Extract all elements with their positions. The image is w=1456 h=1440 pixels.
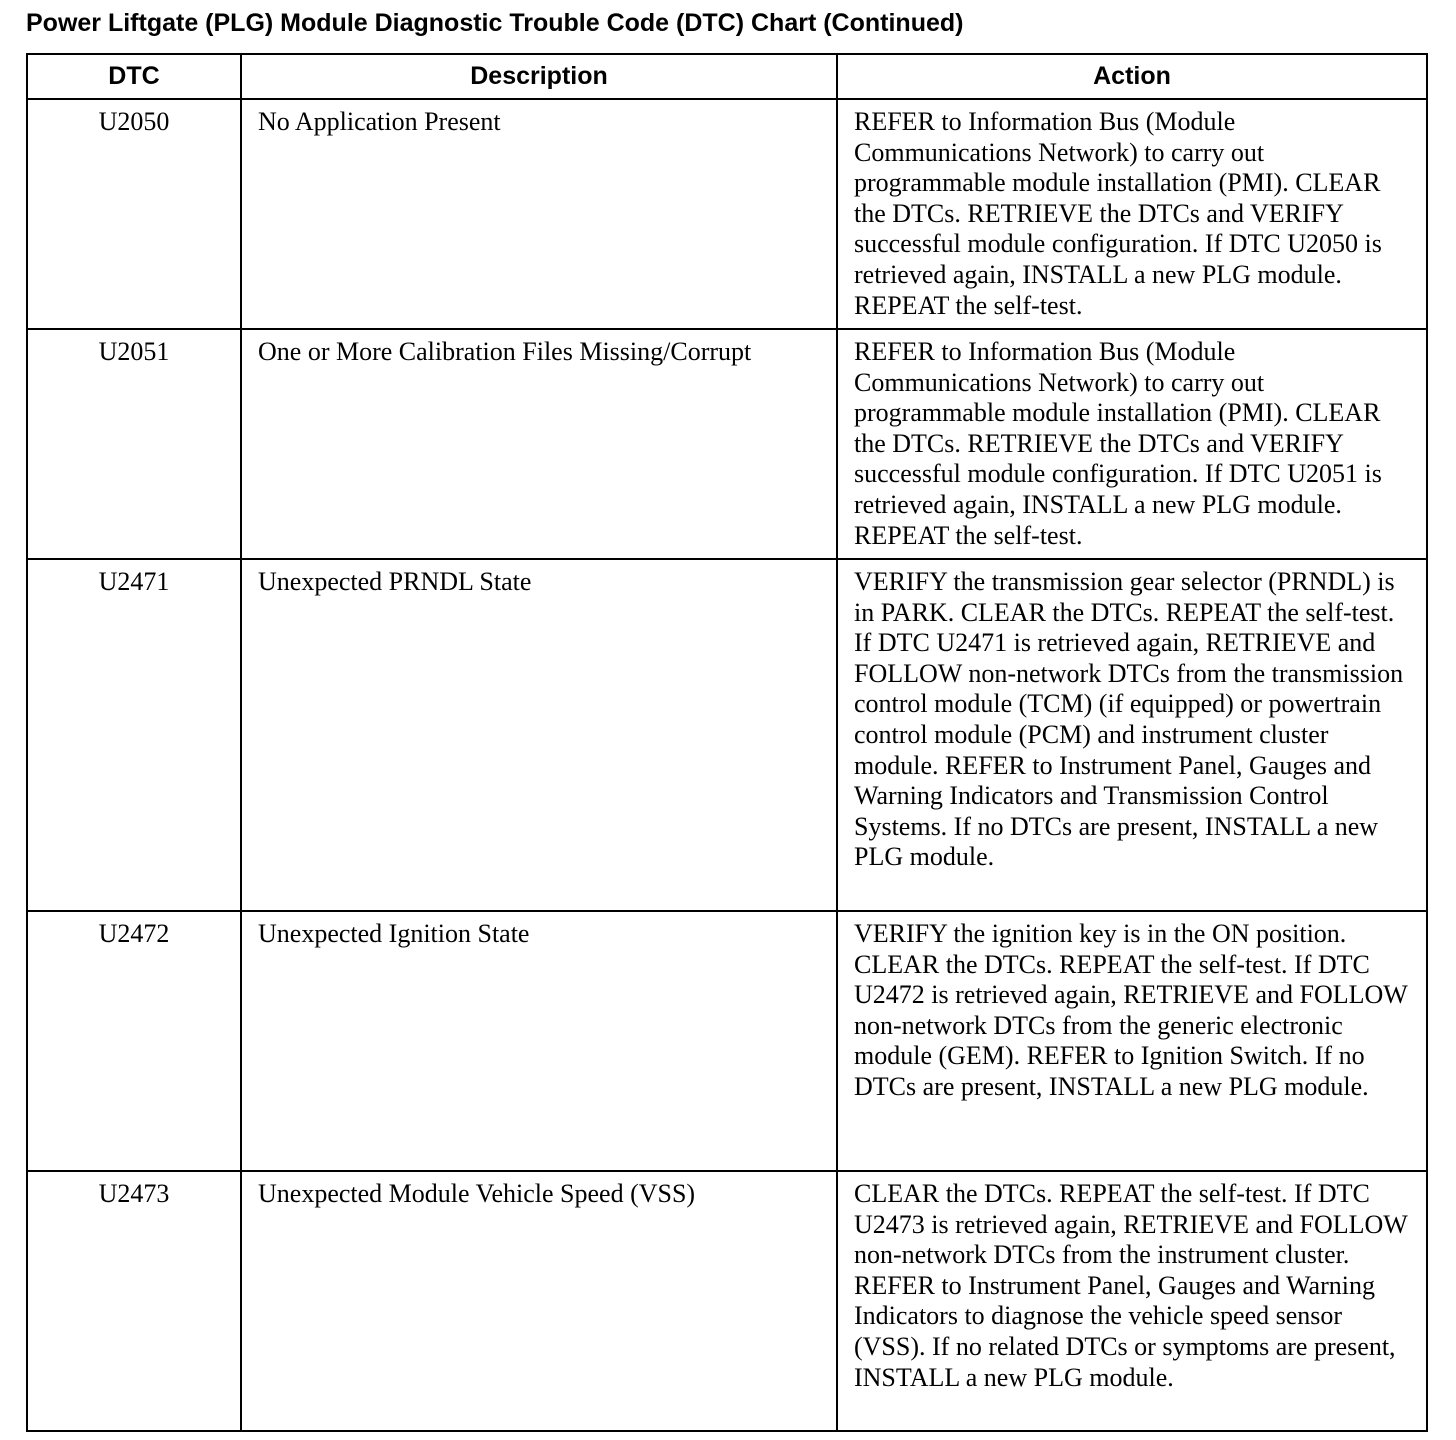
- dtc-chart-table: [26, 53, 1428, 1432]
- dtc-code: U2051: [27, 329, 241, 559]
- dtc-code: U2050: [27, 99, 241, 329]
- table-row: [27, 1171, 1427, 1431]
- table-row: [27, 99, 1427, 329]
- header-action: Action: [837, 54, 1427, 99]
- table-row: [27, 559, 1427, 911]
- dtc-action: VERIFY the transmission gear selector (PRNDL) is in PARK. CLEAR the DTCs. REPEAT the self-test. If DTC U2471 is retrieved again, RETRIEVE and FOLLOW non-network DTCs from the transmission control module (TCM) (if equipped) or powertrain control module (PCM) and instrument cluster module. REFER to Instrument Panel, Gauges and Warning Indicators and Transmission Control Systems. If no DTCs are present, INSTALL a new PLG module.: [837, 559, 1427, 911]
- dtc-description: Unexpected Ignition State: [241, 911, 837, 1171]
- table-header-row: [27, 54, 1427, 99]
- dtc-code: U2472: [27, 911, 241, 1171]
- dtc-code: U2471: [27, 559, 241, 911]
- dtc-action: REFER to Information Bus (Module Communications Network) to carry out programmable module installation (PMI). CLEAR the DTCs. RETRIEVE the DTCs and VERIFY successful module configuration. If DTC U2050 is retrieved again, INSTALL a new PLG module. REPEAT the self-test.: [837, 99, 1427, 329]
- dtc-code: U2473: [27, 1171, 241, 1431]
- dtc-action: VERIFY the ignition key is in the ON position. CLEAR the DTCs. REPEAT the self-test. If DTC U2472 is retrieved again, RETRIEVE and FOLLOW non-network DTCs from the generic electronic module (GEM). REFER to Ignition Switch. If no DTCs are present, INSTALL a new PLG module.: [837, 911, 1427, 1171]
- table-row: [27, 911, 1427, 1171]
- dtc-description: Unexpected Module Vehicle Speed (VSS): [241, 1171, 837, 1431]
- dtc-description: One or More Calibration Files Missing/Corrupt: [241, 329, 837, 559]
- dtc-description: No Application Present: [241, 99, 837, 329]
- dtc-action: REFER to Information Bus (Module Communications Network) to carry out programmable module installation (PMI). CLEAR the DTCs. RETRIEVE the DTCs and VERIFY successful module configuration. If DTC U2051 is retrieved again, INSTALL a new PLG module. REPEAT the self-test.: [837, 329, 1427, 559]
- header-description: Description: [241, 54, 837, 99]
- dtc-description: Unexpected PRNDL State: [241, 559, 837, 911]
- table-row: [27, 329, 1427, 559]
- page-title: Power Liftgate (PLG) Module Diagnostic Trouble Code (DTC) Chart (Continued): [26, 9, 964, 37]
- dtc-action: CLEAR the DTCs. REPEAT the self-test. If DTC U2473 is retrieved again, RETRIEVE and FOLLOW non-network DTCs from the instrument cluster. REFER to Instrument Panel, Gauges and Warning Indicators to diagnose the vehicle speed sensor (VSS). If no related DTCs or symptoms are present, INSTALL a new PLG module.: [837, 1171, 1427, 1431]
- header-dtc: DTC: [27, 54, 241, 99]
